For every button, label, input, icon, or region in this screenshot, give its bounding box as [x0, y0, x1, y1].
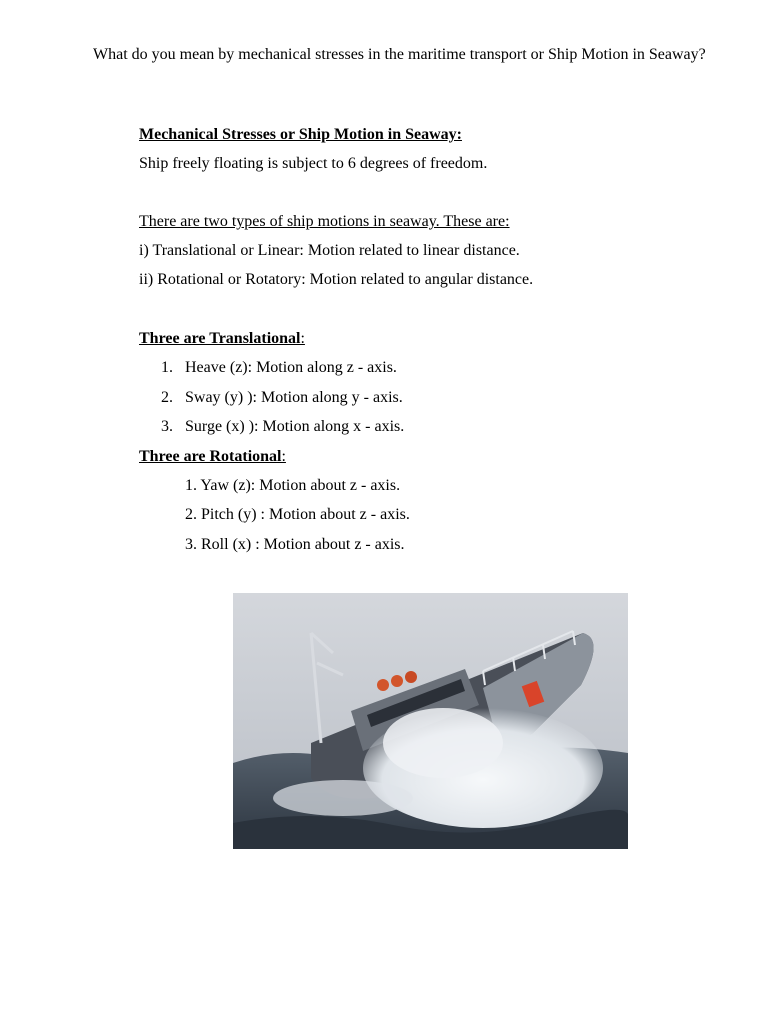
- list-item: [161, 388, 403, 408]
- question-text: What do you mean by mechanical stresses in the maritime transport or Ship Motion in Seaway?: [93, 46, 706, 63]
- crew-figure: [391, 675, 403, 687]
- translational-heading: [139, 329, 305, 349]
- list-item-number: 1.: [161, 359, 173, 376]
- translational-heading-colon: :: [300, 330, 305, 347]
- list-item: 2. Pitch (y) : Motion about z - axis.: [185, 506, 410, 523]
- type-rotational: ii) Rotational or Rotatory: Motion related to angular distance.: [139, 271, 534, 288]
- wave-foam: [273, 780, 413, 816]
- list-item-text: Sway (y) ): Motion along y - axis.: [185, 389, 403, 406]
- intro-text: Ship freely floating is subject to 6 degrees of freedom.: [139, 155, 488, 172]
- crew-figure: [405, 671, 417, 683]
- list-item: 3. Roll (x) : Motion about z - axis.: [185, 536, 405, 553]
- list-item: 1. Yaw (z): Motion about z - axis.: [185, 477, 401, 494]
- list-item-number: 3.: [161, 418, 173, 435]
- rotational-heading-colon: :: [281, 448, 286, 465]
- list-item-text: Heave (z): Motion along z - axis.: [185, 359, 397, 376]
- list-item: [161, 358, 397, 378]
- list-item-text: Surge (x) ): Motion along x - axis.: [185, 418, 405, 435]
- boat-photo-illustration: [233, 593, 628, 849]
- list-item: [161, 417, 404, 437]
- list-item-number: 2.: [161, 389, 173, 406]
- boat-in-waves-photo: [233, 593, 628, 849]
- translational-heading-text: Three are Translational: [139, 330, 301, 347]
- rotational-heading: [139, 447, 286, 467]
- types-heading: There are two types of ship motions in seaway. These are:: [139, 213, 510, 230]
- type-translational: i) Translational or Linear: Motion related to linear distance.: [139, 242, 520, 259]
- wave-spray: [383, 708, 503, 778]
- rotational-heading-text: Three are Rotational: [139, 448, 282, 465]
- section-heading: Mechanical Stresses or Ship Motion in Seaway:: [139, 126, 462, 143]
- crew-figure: [377, 679, 389, 691]
